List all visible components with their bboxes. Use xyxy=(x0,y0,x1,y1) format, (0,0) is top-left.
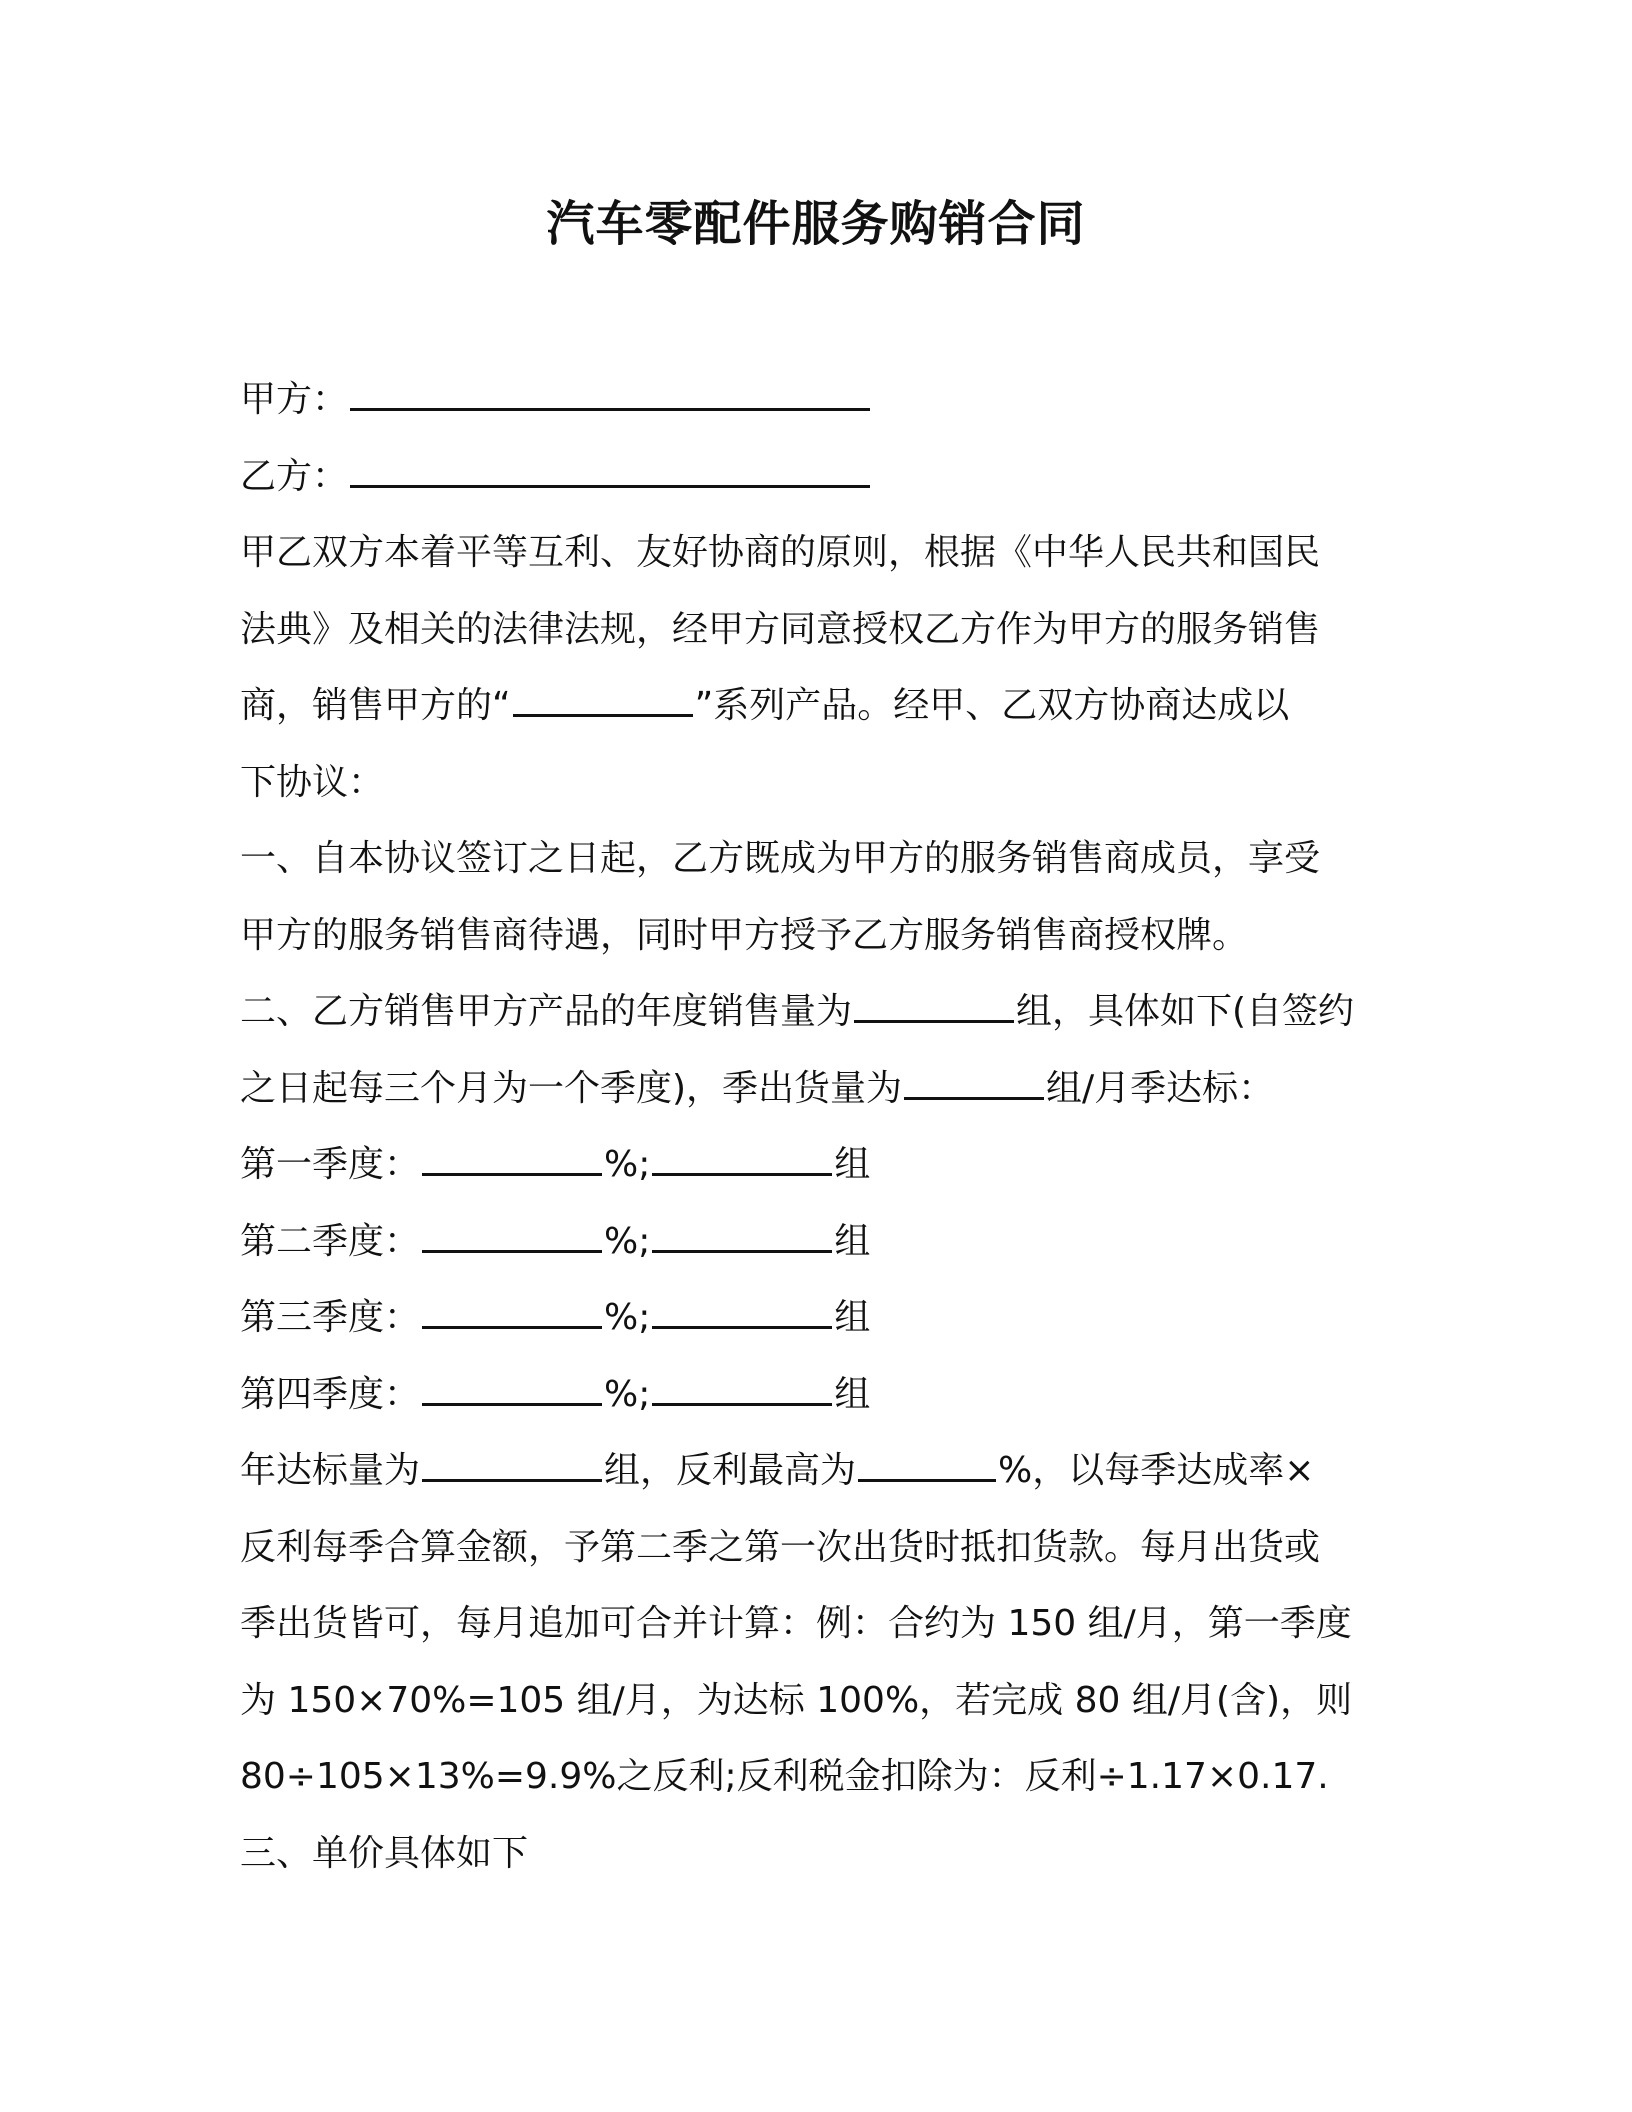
quarter-quantity-blank[interactable] xyxy=(652,1143,832,1176)
rebate-line-3: 季出货皆可，每月追加可合并计算：例：合约为 150 组/月，第一季度 xyxy=(240,1603,1352,1644)
intro-line-4: 下协议： xyxy=(240,761,385,803)
party-b-line xyxy=(240,439,1410,516)
rebate-line-4: 为 150×70%=105 组/月，为达标 100%，若完成 80 组/月(含)，则 xyxy=(240,1679,1353,1721)
quarter-label: 第三季度： xyxy=(240,1297,421,1338)
quarter-row xyxy=(240,1127,1410,1204)
annual-sales-blank[interactable] xyxy=(854,990,1014,1023)
rebate-line-1-end: %，以每季达成率× xyxy=(998,1450,1315,1491)
quarter-label: 第四季度： xyxy=(240,1373,421,1415)
party-b-label: 乙方： xyxy=(240,455,349,497)
document-body xyxy=(240,362,1410,1892)
quarter-percent-blank[interactable] xyxy=(422,1296,602,1329)
quarter-percent-blank[interactable] xyxy=(422,1373,602,1406)
quarter-label: 第二季度： xyxy=(240,1220,421,1262)
quarter-percent-blank[interactable] xyxy=(422,1220,602,1253)
intro-line-2: 法典》及相关的法律法规，经甲方同意授权乙方作为甲方的服务销售 xyxy=(240,608,1321,650)
quarter-percent-sign: %; xyxy=(604,1297,651,1338)
rebate-line-1 xyxy=(240,1433,1410,1510)
quarter-row xyxy=(240,1280,1410,1357)
product-series-blank[interactable] xyxy=(513,684,693,717)
clause2-line-1-start: 二、乙方销售甲方产品的年度销售量为 xyxy=(240,991,853,1032)
rebate-line-2: 反利每季合算金额，予第二季之第一次出货时抵扣货款。每月出货或 xyxy=(240,1526,1321,1568)
max-rebate-blank[interactable] xyxy=(858,1449,996,1482)
rebate-line-5: 80÷105×13%=9.9%之反利;反利税金扣除为：反利÷1.17×0.17. xyxy=(240,1756,1329,1797)
party-a-label: 甲方： xyxy=(240,379,349,420)
quarter-unit: 组 xyxy=(834,1297,871,1338)
clause1-line-2: 甲方的服务销售商待遇，同时甲方授予乙方服务销售商授权牌。 xyxy=(240,914,1249,956)
quarter-row xyxy=(240,1357,1410,1434)
quarter-quantity-blank[interactable] xyxy=(652,1296,832,1329)
party-a-blank[interactable] xyxy=(350,378,870,411)
quarter-quantity-blank[interactable] xyxy=(652,1220,832,1253)
quarter-percent-sign: %; xyxy=(604,1144,651,1185)
clause2-line-1 xyxy=(240,974,1410,1051)
clause2-line-2-end: 组/月季达标： xyxy=(1046,1067,1275,1109)
clause3-heading: 三、单价具体如下 xyxy=(240,1832,529,1874)
clause1-line-1: 一、自本协议签订之日起，乙方既成为甲方的服务销售商成员，享受 xyxy=(240,838,1321,879)
rebate-line-1-mid: 组，反利最高为 xyxy=(604,1450,857,1491)
intro-line-3-start: 商，销售甲方的“ xyxy=(240,685,511,726)
quarter-unit: 组 xyxy=(834,1220,871,1262)
clause2-line-1-end: 组，具体如下(自签约 xyxy=(1016,991,1355,1032)
quarter-percent-sign: %; xyxy=(604,1220,651,1262)
clause2-line-2 xyxy=(240,1051,1410,1128)
quarter-percent-blank[interactable] xyxy=(422,1143,602,1176)
quarter-label: 第一季度： xyxy=(240,1144,421,1185)
quarter-percent-sign: %; xyxy=(604,1373,651,1415)
intro-line-3-end: ”系列产品。经甲、乙双方协商达成以 xyxy=(694,685,1290,726)
quarter-unit: 组 xyxy=(834,1373,871,1415)
rebate-line-1-start: 年达标量为 xyxy=(240,1450,421,1491)
party-a-line xyxy=(240,362,1410,439)
quarter-quantity-blank[interactable] xyxy=(652,1373,832,1406)
quarterly-shipment-blank[interactable] xyxy=(904,1067,1044,1100)
quarter-unit: 组 xyxy=(834,1144,871,1185)
clause2-line-2-start: 之日起每三个月为一个季度)，季出货量为 xyxy=(240,1067,903,1109)
intro-line-1: 甲乙双方本着平等互利、友好协商的原则，根据《中华人民共和国民 xyxy=(240,532,1321,573)
annual-target-blank[interactable] xyxy=(422,1449,602,1482)
quarter-row xyxy=(240,1204,1410,1281)
intro-line-3 xyxy=(240,668,1410,745)
document-title: 汽车零配件服务购销合同 xyxy=(546,196,1086,252)
party-b-blank[interactable] xyxy=(350,455,870,488)
